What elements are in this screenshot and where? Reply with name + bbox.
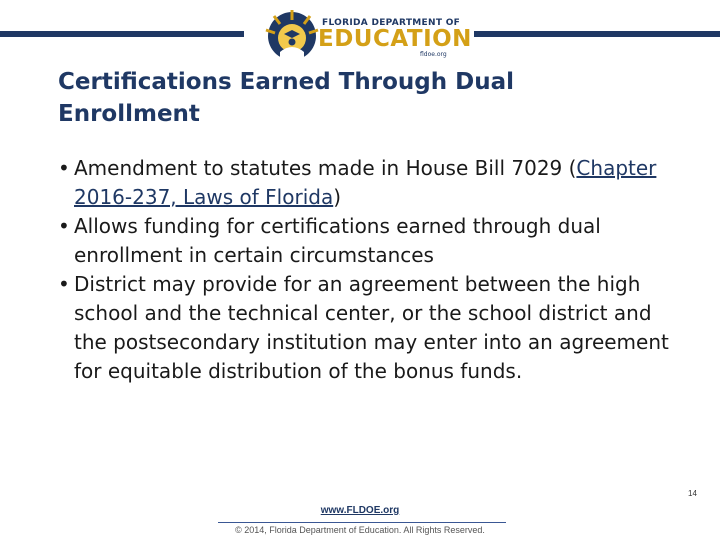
bullet-item-1 bbox=[58, 154, 678, 212]
footer-divider bbox=[218, 522, 506, 523]
logo-url: fldoe.org bbox=[420, 51, 447, 58]
slide-title: Certifications Earned Through Dual Enrollment bbox=[58, 69, 514, 127]
page-number: 14 bbox=[688, 489, 697, 498]
footer-website-link[interactable]: www.FLDOE.org bbox=[320, 505, 400, 516]
statute-link[interactable]: Chapter 2016-237, Laws of Florida bbox=[74, 156, 657, 209]
header-rule-right bbox=[474, 31, 720, 37]
bullet-2-text: Allows funding for certifications earned through dual enrollment in certain circumstances bbox=[74, 214, 601, 267]
fldoe-logo bbox=[262, 8, 472, 62]
sun-graduate-icon bbox=[262, 8, 320, 62]
bullet-item-3 bbox=[58, 270, 678, 386]
bullet-item-2 bbox=[58, 212, 678, 270]
bullet-1-text-end: ) bbox=[333, 185, 342, 209]
logo-line-2: EDUCATION bbox=[318, 26, 472, 52]
bullet-3-text: District may provide for an agreement between the high school and the technical center, or the school district and the postsecondary institution may enter into an agreement for equitable distribution of the bonus funds. bbox=[74, 272, 669, 383]
bullet-1-text: Amendment to statutes made in House Bill 7029 ( bbox=[74, 156, 577, 180]
footer-copyright: © 2014, Florida Department of Education. All Rights Reserved. bbox=[235, 525, 485, 535]
bullet-list bbox=[58, 154, 678, 386]
bullet-marker: • bbox=[58, 214, 70, 238]
logo-line-1: FLORIDA DEPARTMENT OF bbox=[322, 18, 461, 28]
bullet-marker: • bbox=[58, 272, 70, 296]
header-rule-left bbox=[0, 31, 244, 37]
bullet-marker: • bbox=[58, 156, 70, 180]
